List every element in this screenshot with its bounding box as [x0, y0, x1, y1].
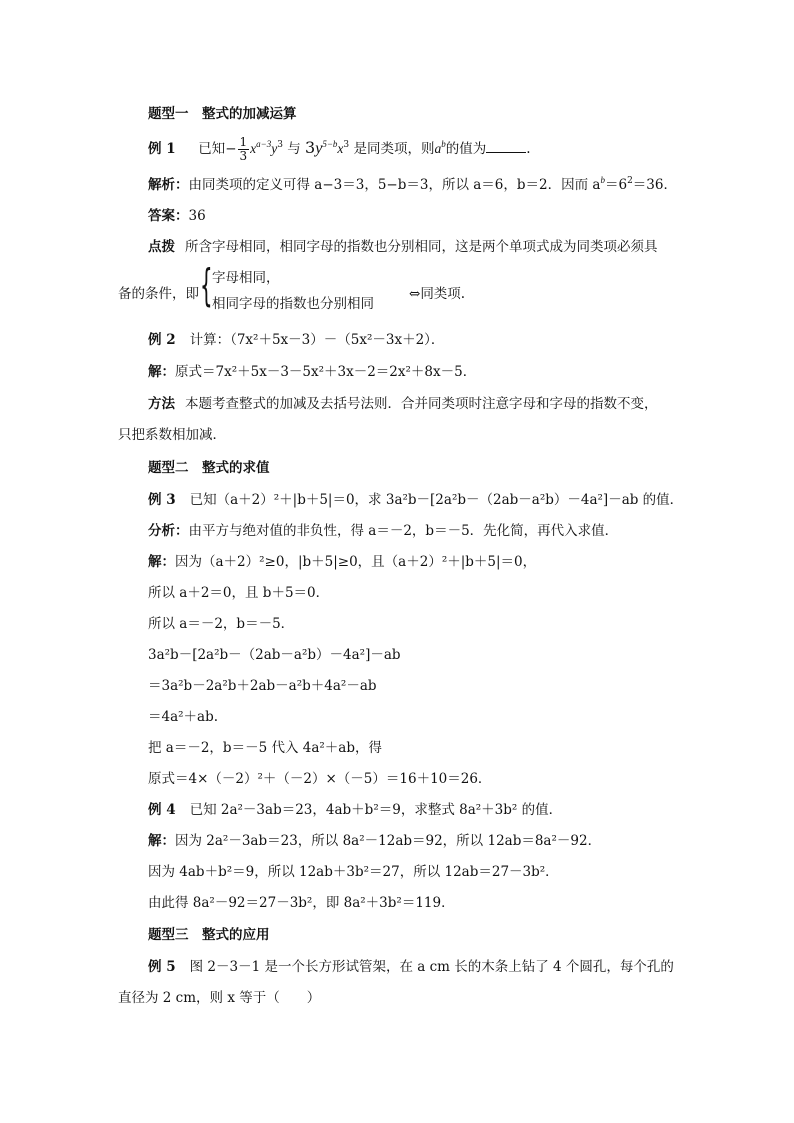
example-label: 例 4: [148, 802, 176, 818]
method-label: 方法: [148, 396, 175, 412]
variable-y: y: [271, 141, 278, 156]
example-3-solution-8: 原式＝4×（－2）²＋（－2）×（－5）＝16＋10＝26．: [148, 771, 492, 787]
section-title-2: 题型二 整式的求值: [148, 460, 270, 476]
question-text: ²＋5x－3）－（5x: [253, 332, 367, 348]
brace-row-1: 字母相同，: [212, 270, 280, 286]
example-3-question: [148, 490, 683, 510]
example-3-solution-7: 把 a＝－2，b＝－5 代入 4a²＋ab，得: [148, 740, 382, 756]
left-brace: {: [200, 260, 213, 311]
example-label: 例 5: [148, 959, 176, 975]
fraction: [238, 136, 250, 163]
analysis-text: ＝36．: [632, 177, 677, 193]
exponent: 3: [343, 140, 350, 150]
question-text: 的值为: [445, 141, 487, 157]
question-text: 已知 2a²－3ab＝23，4ab＋b²＝9，求整式 8a²＋3b² 的值．: [189, 802, 563, 818]
answer-value: 36: [188, 208, 206, 224]
question-text: 计算：（7x: [189, 332, 254, 348]
tip-conclusion: [409, 284, 465, 304]
example-5-line-2: 直径为 2 cm，则 x 等于（ ）: [118, 990, 321, 1006]
section-title-3: 题型三 整式的应用: [148, 927, 270, 943]
solution-label: 解：: [148, 833, 175, 849]
exponent: b: [600, 175, 605, 185]
fraction-numerator: 1: [239, 135, 248, 149]
example-4-solution-1: [148, 831, 601, 851]
solution-label: 解：: [148, 364, 175, 380]
solution-text: 因为（a＋2）²≥0，|b＋5|≥0，且（a＋2）²＋|b＋5|＝0，: [175, 554, 537, 570]
question-text: ²－3x＋2）．: [366, 332, 445, 348]
exponent: 2: [627, 176, 633, 186]
example-5-line-1: [148, 957, 674, 977]
tip-text: 所含字母相同，相同字母的指数也分别相同，这是两个单项式成为同类项必须具: [185, 239, 658, 255]
question-text: 已知（a＋2）²＋|b＋5|＝0，求 3a²b－[2a²b－（2ab－a²b）－4a²]－ab 的值．: [189, 492, 684, 508]
example-2-question: [148, 330, 444, 350]
example-3-solution-5: ＝3a²b－2a²b＋2ab－a²b＋4a²－ab: [148, 678, 377, 694]
exponent: b: [441, 139, 446, 149]
example-label: 例 3: [148, 492, 176, 508]
tip-text: 同类项.: [420, 286, 466, 302]
solution-text: 原式＝7x²＋5x－3－5x²＋3x－2＝2x²＋8x－5．: [175, 364, 477, 380]
example-1-answer: [148, 206, 206, 226]
answer-blank: [486, 139, 526, 153]
analysis-text: ＝6: [604, 177, 628, 193]
variable-a: a: [434, 141, 442, 156]
solution-label: 解：: [148, 554, 175, 570]
analysis-text: 由同类项的定义可得 a−3＝3，5−b＝3，所以 a＝6，b＝2．因而 a: [188, 177, 601, 193]
tip-line-2-prefix: 备的条件，即: [118, 286, 199, 302]
variable-x: x: [337, 141, 344, 156]
variable-x: x: [250, 141, 257, 156]
iff-symbol: ⇔: [409, 286, 421, 302]
brace-row-2: 相同字母的指数也分别相同: [212, 296, 374, 312]
example-3-analysis: [148, 521, 618, 541]
example-3-solution-6: ＝4a²＋ab.: [148, 709, 219, 725]
example-3-solution-4: 3a²b－[2a²b－（2ab－a²b）－4a²]－ab: [148, 647, 401, 663]
answer-label: 答案：: [148, 208, 189, 224]
example-2-solution: [148, 362, 476, 382]
question-text: 已知: [198, 141, 226, 157]
tip-label: 点拨: [148, 239, 175, 255]
exponent: 3: [277, 140, 283, 150]
variable-y: y: [315, 140, 323, 157]
tip-line-1: [148, 237, 658, 257]
method-line-2: 只把系数相加减．: [118, 427, 226, 443]
analysis-label: 分析：: [148, 523, 189, 539]
question-text: 与: [287, 141, 301, 157]
example-label: 例 2: [148, 332, 176, 348]
analysis-text: 由平方与绝对值的非负性，得 a＝－2，b＝－5．先化简，再代入求值．: [188, 523, 619, 539]
example-4-solution-2: 因为 4ab＋b²＝9，所以 12ab＋3b²＝27，所以 12ab＝27－3b²．: [148, 864, 559, 880]
method-text: 本题考查整式的加减及去括号法则．合并同类项时注意字母和字母的指数不变，: [185, 396, 658, 412]
example-4-solution-3: 由此得 8a²－92＝27－3b²，即 8a²＋3b²＝119．: [148, 895, 455, 911]
example-1-question: [148, 136, 531, 163]
fraction-denominator: 3: [239, 149, 248, 163]
coefficient: 3: [305, 138, 316, 157]
exponent: 5−b: [322, 139, 338, 149]
example-3-solution-2: 所以 a＋2＝0，且 b＋5＝0．: [148, 585, 330, 601]
example-3-solution-3: 所以 a＝－2，b＝－5．: [148, 616, 295, 632]
section-title-1: 题型一 整式的加减运算: [148, 106, 297, 122]
example-3-solution-1: [148, 552, 536, 572]
question-text: 是同类项，则: [353, 141, 435, 157]
example-1-analysis: [148, 175, 677, 195]
method-line-1: [148, 394, 658, 414]
solution-text: 因为 2a²－3ab＝23，所以 8a²－12ab＝92，所以 12ab＝8a²－92．: [175, 833, 602, 849]
question-text: 图 2－3－1 是一个长方形试管架，在 a cm 长的木条上钻了 4 个圆孔，每个孔的: [189, 959, 674, 975]
analysis-label: 解析：: [148, 177, 189, 193]
exponent: a−3: [256, 139, 272, 149]
minus-sign: −: [225, 141, 237, 157]
example-4-question: [148, 800, 562, 820]
period: .: [526, 141, 531, 157]
example-label: 例 1: [148, 141, 176, 157]
